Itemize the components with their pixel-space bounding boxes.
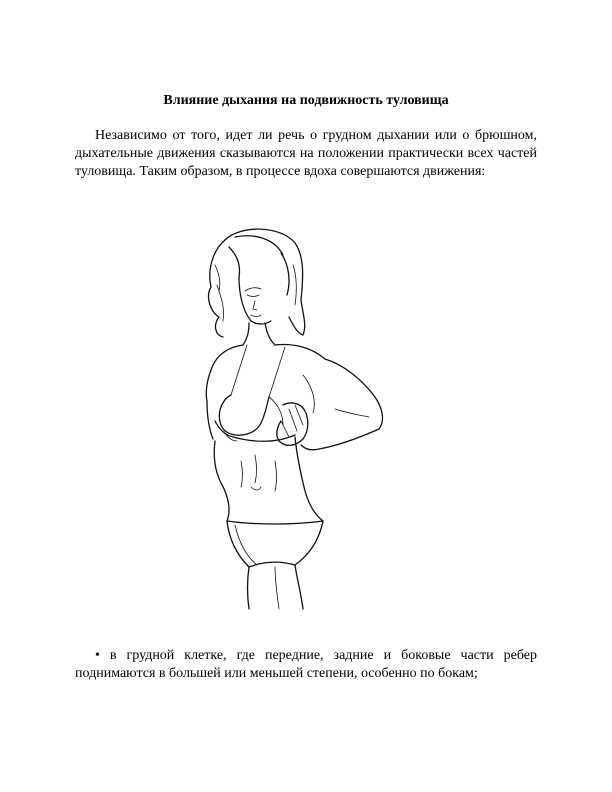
page-title: Влияние дыхания на подвижность туловища	[163, 93, 449, 108]
bullet-paragraph: • в грудной клетке, где передние, задние и боковые части ребер поднимаются в большей или меньшей степени, особенно по бокам;	[75, 648, 537, 681]
woman-torso-illustration	[185, 225, 425, 615]
woman-torso-breathing-icon	[185, 225, 425, 615]
intro-paragraph: Независимо от того, идет ли речь о грудном дыхании или о брюшном, дыхательные движения сказываются на положении практически всех частей туловища. Таким образом, в процессе вдоха совершаются движения:	[75, 128, 537, 179]
